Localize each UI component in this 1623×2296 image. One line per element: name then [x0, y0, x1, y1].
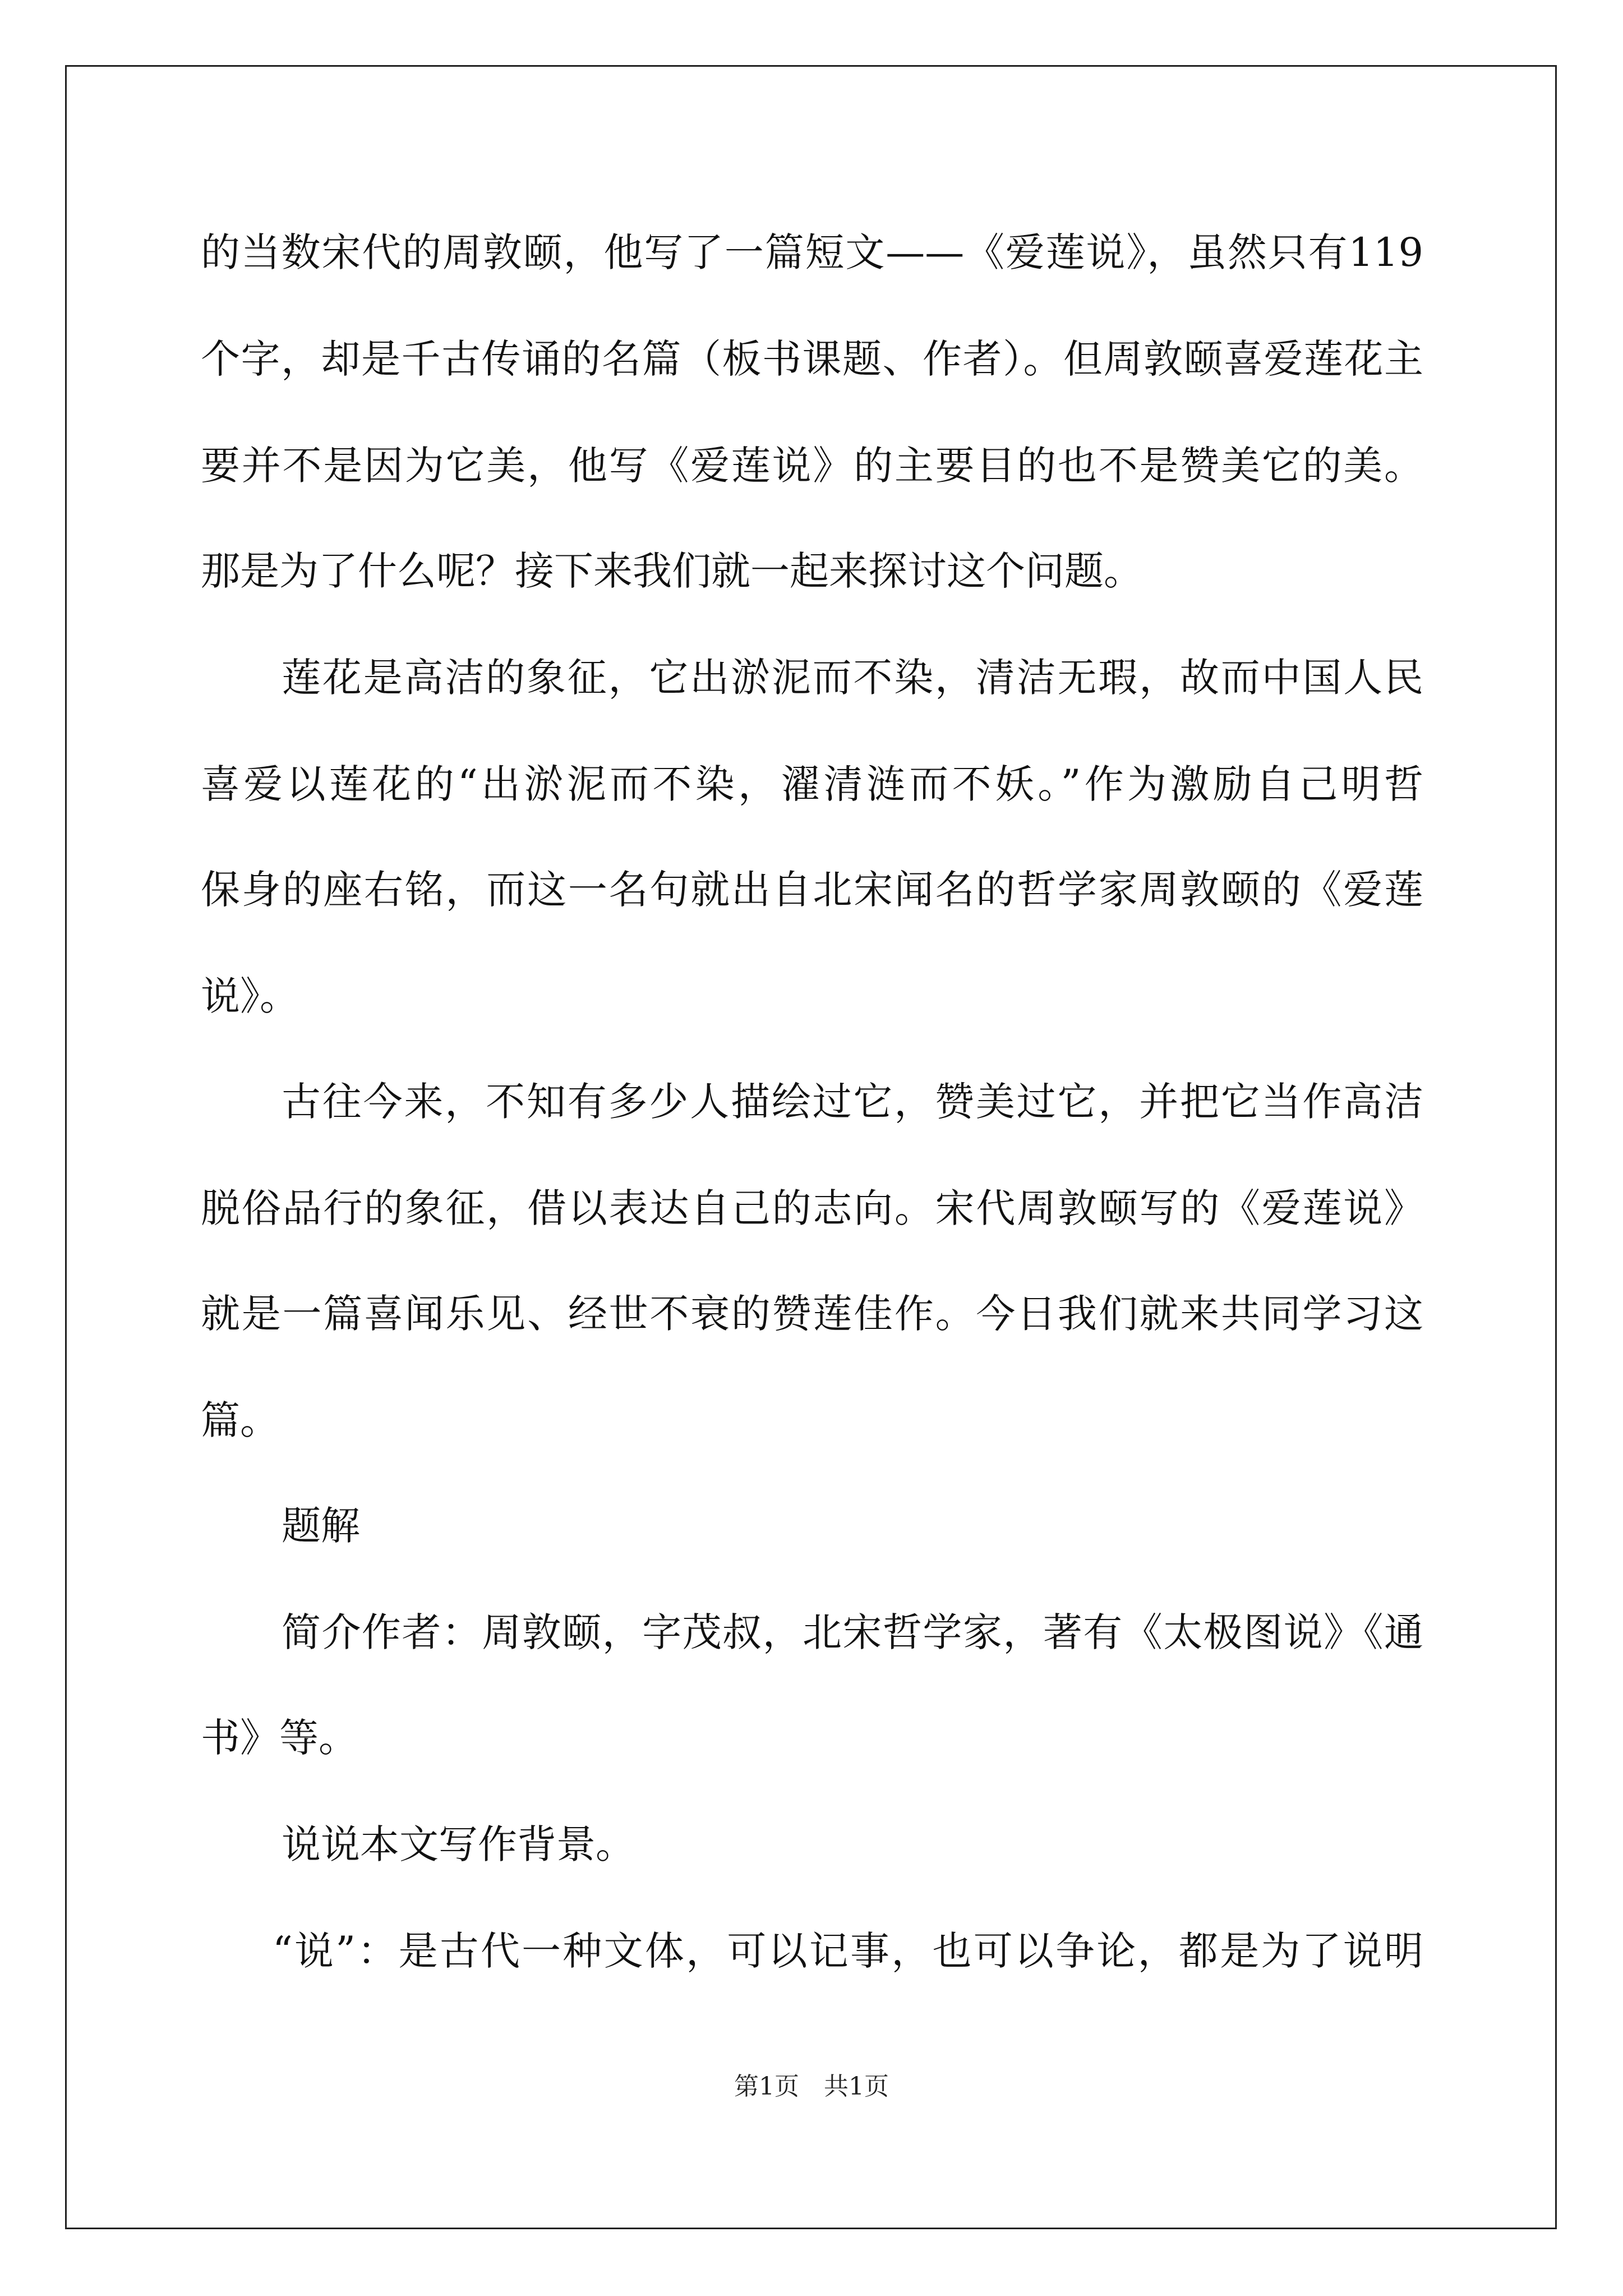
- text-line: 的当数宋代的周敦颐，他写了一篇短文——《爱莲说》，虽然只有119: [201, 229, 1423, 275]
- text-line: “说”：是古代一种文体，可以记事，也可以争论，都是为了说明: [273, 1928, 1423, 1974]
- section-heading: 题解: [282, 1503, 360, 1549]
- text-line: 说说本文写作背景。: [282, 1821, 635, 1867]
- text-line: 篇。: [201, 1397, 279, 1443]
- text-line: 就是一篇喜闻乐见、经世不衰的赞莲佳作。今日我们就来共同学习这: [201, 1291, 1423, 1337]
- text-line: 说》。: [201, 973, 299, 1019]
- page-total: 共1页: [824, 2072, 889, 2101]
- text-line: 保身的座右铭，而这一名句就出自北宋闻名的哲学家周敦颐的《爱莲: [201, 867, 1423, 913]
- page-number: 第1页: [734, 2072, 799, 2101]
- text-line: 古往今来，不知有多少人描绘过它，赞美过它，并把它当作高洁: [282, 1079, 1423, 1125]
- text-line: 莲花是高洁的象征，它出淤泥而不染，清洁无瑕，故而中国人民: [282, 655, 1423, 701]
- text-line: 脱俗品行的象征，借以表达自己的志向。宋代周敦颐写的《爱莲说》: [201, 1185, 1423, 1231]
- text-line: 书》等。: [201, 1715, 358, 1761]
- page-footer: [0, 2070, 1623, 2104]
- text-line: 要并不是因为它美，他写《爱莲说》的主要目的也不是赞美它的美。: [201, 443, 1423, 489]
- text-line: 那是为了什么呢？接下来我们就一起来探讨这个问题。: [201, 548, 1143, 594]
- text-line: 个字，却是千古传诵的名篇（板书课题、作者）。但周敦颐喜爱莲花主: [201, 336, 1423, 382]
- text-line: 简介作者：周敦颐，字茂叔，北宋哲学家，著有《太极图说》《通: [282, 1609, 1423, 1655]
- page-border: [65, 65, 1557, 2229]
- text-line: 喜爱以莲花的“出淤泥而不染，濯清涟而不妖。”作为激励自己明哲: [201, 761, 1423, 807]
